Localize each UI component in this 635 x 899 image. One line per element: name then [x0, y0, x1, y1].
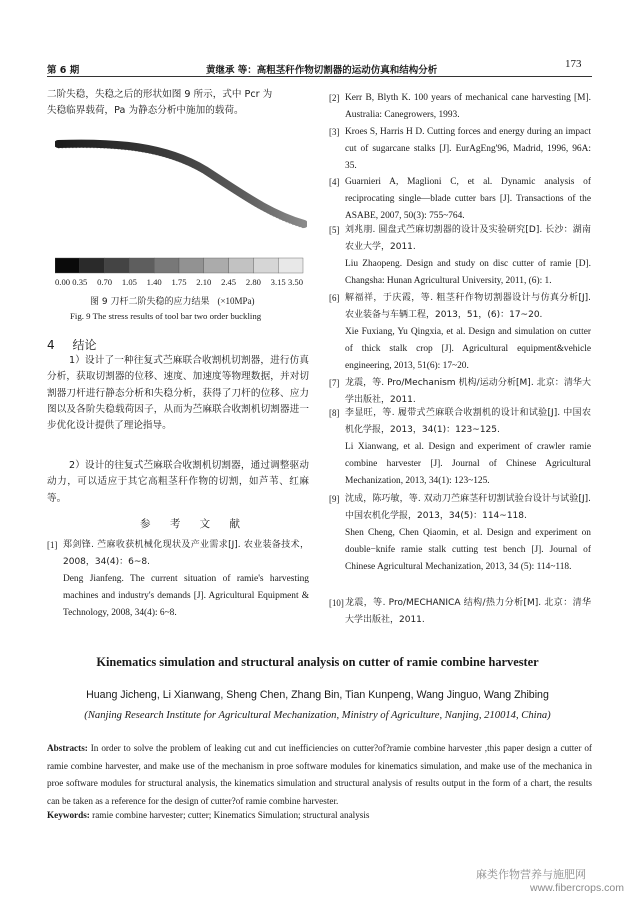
- reference-en: Kroes S, Harris H D. Cutting forces and energy during an impact cut of sugarcane stalks [J]. EurAgEng'96, Madrid, 1996, 96A: 35.: [345, 127, 591, 171]
- reference-1: [47, 537, 309, 622]
- reference-zh: 刘兆朋. 圆盘式苎麻切割器的设计及实验研究[D]. 长沙：湖南农业大学，2011.: [345, 225, 591, 252]
- english-abstract: [47, 740, 592, 810]
- scale-swatch: [80, 258, 105, 273]
- scale-tick-label: 3.15: [270, 277, 286, 287]
- english-title: Kinematics simulation and structural analysis on cutter of ramie combine harvester: [96, 655, 539, 669]
- scale-tick-label: 0.35: [72, 277, 88, 287]
- reference-en: Guarnieri A, Maglioni C, et al. Dynamic analysis of reciprocating single—blade cutter bars [J]. Transactions of the ASABE, 2007, 50(3): 755~764.: [345, 177, 591, 221]
- reference-zh: 郑剑锋. 苎麻收获机械化现状及产业需求[J]. 农业装备技术，2008，34(4)：6~8.: [63, 540, 309, 567]
- scale-tick-label: 1.40: [146, 277, 162, 287]
- reference-6: [329, 290, 591, 375]
- reference-4: [329, 174, 591, 225]
- reference-en: Shen Cheng, Chen Qiaomin, et al. Design and experiment on double−knife ramie stalk cutting test bench [J]. Journal of Chinese Agricultural Mechanization, 2013, 34 (5): 114~118.: [345, 528, 591, 572]
- reference-en: Kerr B, Blyth K. 100 years of mechanical cane harvesting [M]. Australia: Canegrowers, 1993.: [345, 93, 591, 120]
- reference-number: [6]: [329, 293, 340, 303]
- english-keywords: [47, 810, 592, 820]
- reference-number: [3]: [329, 127, 340, 137]
- watermark-site-name: 麻类作物营养与施肥网: [476, 868, 586, 881]
- figure-caption-zh: [90, 294, 255, 307]
- reference-number: [9]: [329, 494, 340, 504]
- reference-number: [5]: [329, 225, 340, 235]
- references-heading: 参 考 文 献: [140, 518, 249, 530]
- reference-number: [10]: [329, 598, 344, 608]
- reference-en: Liu Zhaopeng. Design and study on disc cutter of ramie [D]. Changsha: Hunan Agricultural University, 2011, (6): 1.: [345, 259, 591, 286]
- reference-5: [329, 222, 591, 290]
- scale-tick-label: 2.10: [196, 277, 212, 287]
- scale-swatch: [278, 258, 303, 273]
- scale-swatch: [179, 258, 204, 273]
- figure-background: [55, 130, 307, 250]
- reference-number: [7]: [329, 378, 340, 388]
- running-title: 黄继承 等：高粗茎秆作物切割器的运动仿真和结构分析: [206, 65, 438, 76]
- scale-swatch: [55, 258, 80, 273]
- english-authors: Huang Jicheng, Li Xianwang, Sheng Chen, Zhang Bin, Tian Kunpeng, Wang Jinguo, Wang Zhibing: [86, 689, 549, 701]
- section-number: 4: [47, 338, 55, 352]
- reference-number: [1]: [47, 540, 58, 550]
- figure-caption-unit: (×10MPa): [217, 296, 255, 306]
- reference-en: Xie Fuxiang, Yu Qingxia, et al. Design and simulation on cutter of thick stalk crop [J]. Agricultural equipment&vehicle engineering, 2013, 51(6): 17~20.: [345, 327, 591, 371]
- reference-8: [329, 405, 591, 490]
- scale-tick-label: 3.50: [287, 277, 303, 287]
- reference-7: [329, 375, 591, 409]
- reference-zh: 沈成，陈巧敏，等. 双动刀苎麻茎秆切割试验台设计与试验[J]. 中国农机化学报，2013，34(5)：114~118.: [345, 494, 591, 521]
- reference-number: [4]: [329, 177, 340, 187]
- scale-tick-label: 1.05: [121, 277, 137, 287]
- reference-10: [329, 595, 591, 629]
- page-number: 173: [565, 58, 582, 70]
- reference-number: [8]: [329, 408, 340, 418]
- reference-zh: 解福祥，于庆霞，等. 粗茎秆作物切割器设计与仿真分析[J]. 农业装备与车辆工程，2013，51，(6)：17~20.: [345, 293, 591, 320]
- figure-caption-zh-text: 图 9 刀杆二阶失稳的应力结果: [90, 297, 210, 307]
- scale-swatch: [105, 258, 130, 273]
- section-heading: [47, 336, 96, 353]
- scale-tick-label: 0.00: [55, 277, 71, 287]
- scale-tick-label: 2.45: [221, 277, 237, 287]
- english-affiliation: (Nanjing Research Institute for Agricultural Mechanization, Ministry of Agriculture, Nanjing, 210014, China): [84, 710, 551, 721]
- scale-swatch: [129, 258, 154, 273]
- scale-swatch: [229, 258, 254, 273]
- intro-line-1: 二阶失稳，失稳之后的形状如图 9 所示，式中 Pcr 为: [47, 89, 273, 100]
- conclusion-paragraph-1: 1）设计了一种往复式苎麻联合收割机切割器，进行仿真分析，获取切割器的位移、速度、加速度等物理数据，并对切割器刀杆进行静态分析和失稳分析，获得了刀杆的位移、应力图以及各阶失稳载荷因子，从而为苎麻联合收割机切割器进一步优化设计提供了理论指导。: [47, 355, 309, 432]
- header-rule: [47, 76, 592, 77]
- intro-line-2: 失稳临界载荷，Pa 为静态分析中施加的载荷。: [47, 105, 244, 116]
- watermark-url[interactable]: www.fibercrops.com: [530, 882, 624, 894]
- scale-tick-label: 2.80: [245, 277, 261, 287]
- scale-swatch: [253, 258, 278, 273]
- reference-9: [329, 491, 591, 576]
- scale-tick-label: 1.75: [171, 277, 187, 287]
- reference-3: [329, 124, 591, 175]
- scale-swatch: [204, 258, 229, 273]
- reference-zh: 龙震，等. Pro/Mechanism 机构/运动分析[M]. 北京：清华大学出版社，2011.: [345, 378, 591, 405]
- reference-en: Li Xianwang, et al. Design and experiment of crawler ramie combine harvester [J]. Journal of Chinese Agricultural Mechanization, 2013, 34(1): 123~125.: [345, 442, 591, 486]
- stress-color-scale: [55, 258, 303, 273]
- section-title: 结论: [72, 338, 97, 352]
- keywords-label: Keywords:: [47, 810, 90, 820]
- reference-zh: 龙震，等. Pro/MECHANICA 结构/热力分析[M]. 北京：清华大学出版社，2011.: [345, 598, 591, 625]
- scale-tick-label: 0.70: [97, 277, 113, 287]
- conclusion-paragraph-2: 2）设计的往复式苎麻联合收割机切割器，通过调整驱动动力，可以适应于其它高粗茎秆作物的切割，如芦苇、红麻等。: [47, 460, 309, 504]
- reference-2: [329, 90, 591, 124]
- abstract-label: Abstracts:: [47, 743, 88, 753]
- scale-swatch: [154, 258, 179, 273]
- reference-zh: 李显旺，等. 履带式苎麻联合收割机的设计和试验[J]. 中国农机化学报，2013，34(1)：123~125.: [345, 408, 591, 435]
- reference-number: [2]: [329, 93, 340, 103]
- reference-en: Deng Jianfeng. The current situation of ramie's harvesting machines and industry's demands [J]. Agricultural Equipment & Technology, 2008, 34(4): 6~8.: [63, 574, 309, 618]
- journal-issue: 第 6 期: [47, 65, 80, 76]
- abstract-text: In order to solve the problem of leaking cut and cut inefficiencies on cutter?of?ramie combine harvester ,this paper design a cutter of ramie combine harvester, and make use of the mechanism in proe software modules for kinematics simulation, and make use of the mechanica in proe software modules for structural analysis, the kinematics simulation and structural analysis of results output in the form of a chart, the results can be taken as a reference for the design of cutter?of ramie combine harvester.: [47, 743, 592, 806]
- figure-caption-en: Fig. 9 The stress results of tool bar two order buckling: [70, 311, 262, 321]
- keywords-text: ramie combine harvester; cutter; Kinematics Simulation; structural analysis: [92, 810, 370, 820]
- stress-scale-ticks: [55, 277, 303, 287]
